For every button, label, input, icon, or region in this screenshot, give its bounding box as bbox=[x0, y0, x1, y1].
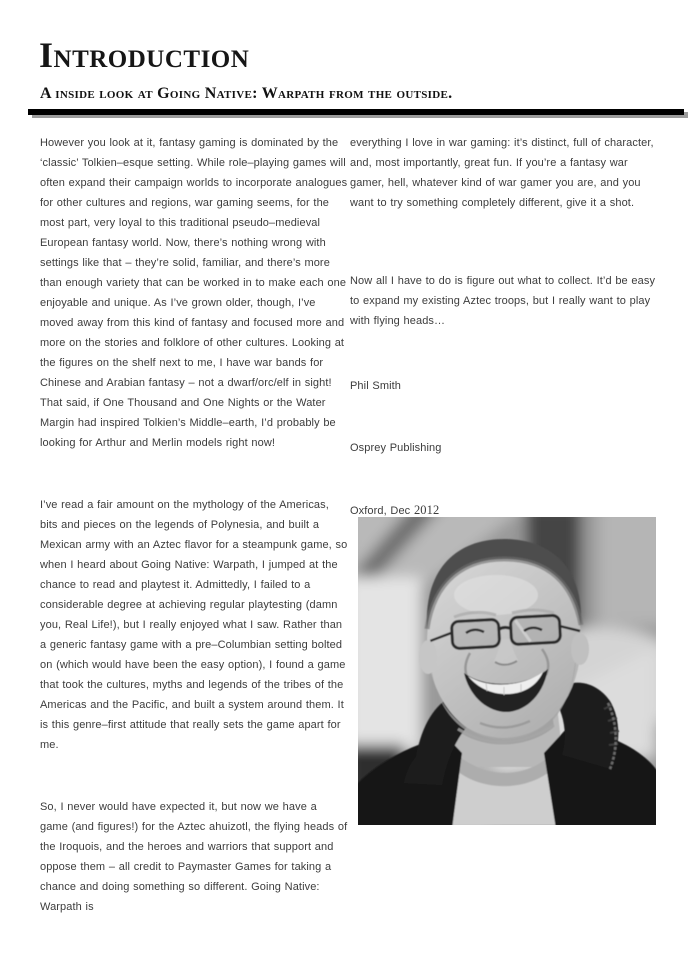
portrait-illustration bbox=[358, 517, 656, 825]
author-photo bbox=[358, 517, 656, 825]
paragraph: Now all I have to do is figure out what to collect. It’d be easy to expand my existing Aztec troops, but I really want to play with flying heads… bbox=[350, 275, 656, 327]
horizontal-rule bbox=[28, 109, 684, 115]
paragraph: I’ve read a fair amount on the mythology of the Americas, bits and pieces on the legends of Polynesia, and built a Mexican army with an Aztec flavor for a steampunk game, so when I heard about Going Native: Warpath, I jumped at the chance to read and playtest it. Admittedly, I failed to a considerable degree at achieving regular playtesting (damn you, Real Life!), but I really enjoyed what I saw. Rather than a generic fantasy game with a pre–Columbian setting bolted on (which would have been the easy option), I found a game that took the cultures, myths and legends of the tribes of the Americas and the Pacific, and built a system around them. It is this genre–first attitude that really sets the game apart for me. bbox=[40, 499, 348, 751]
text-column-left bbox=[40, 133, 348, 959]
page-title: Introduction bbox=[39, 35, 250, 75]
paragraph: However you look at it, fantasy gaming is dominated by the ‘classic’ Tolkien–esque setting. While role–playing games will often expand their campaign worlds to incorporate analogues for other cultures and regions, war gaming seems, for the most part, very loyal to this traditional pseudo–medieval European fantasy world. Now, there’s nothing wrong with settings like that – they’re solid, familiar, and there’s more than enough variety that can be worked in to make each one enjoyable and unique. As I’ve grown older, though, I’ve moved away from this kind of fantasy and focused more and more on the stories and folklore of other cultures. Looking at the figures on the shelf next to me, I have war bands for Chinese and Arabian fantasy – not a dwarf/orc/elf in sight! That said, if One Thousand and One Nights or the Water Margin had inspired Tolkien’s Middle–earth, I’d probably be looking for Arthur and Merlin models right now! bbox=[40, 137, 348, 449]
text-column-right bbox=[350, 133, 663, 563]
paragraph: everything I love in war gaming: it’s distinct, full of character, and, most importantly, great fun. If you’re a fantasy war gamer, hell, whatever kind of war gamer you are, and you want to try something completely different, give it a shot. bbox=[350, 137, 654, 209]
signature-year: 2012 bbox=[413, 503, 440, 517]
signature-name: Phil Smith bbox=[350, 380, 402, 392]
page-subtitle: A inside look at Going Native: Warpath from the outside. bbox=[40, 85, 453, 102]
paragraph: So, I never would have expected it, but now we have a game (and figures!) for the Aztec ahuizotl, the flying heads of the Iroquois, and the heroes and warriors that support and oppose them – all credit to Paymaster Games for taking a chance and doing something so different. Going Native: Warpath is bbox=[40, 801, 348, 913]
signature-location: Oxford, Dec bbox=[350, 505, 414, 517]
signature-publisher: Osprey Publishing bbox=[350, 442, 442, 454]
